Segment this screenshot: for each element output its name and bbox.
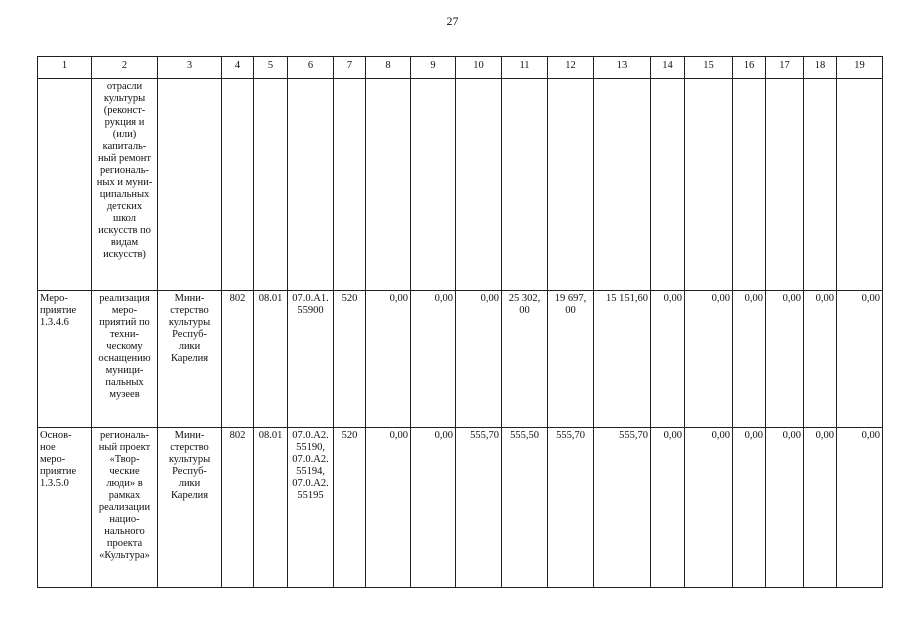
column-header-16: 16 <box>733 57 766 79</box>
cell-section-code: 08.01 <box>254 428 288 588</box>
cell-value-9 <box>411 79 456 291</box>
cell-value-18 <box>804 79 837 291</box>
column-header-19: 19 <box>837 57 883 79</box>
column-header-2: 2 <box>92 57 158 79</box>
cell-line: школ <box>112 213 136 224</box>
cell-value-13 <box>594 79 651 291</box>
cell-line: 1.3.4.6 <box>40 317 69 328</box>
cell-line: культуры <box>103 93 146 104</box>
cell-value-17 <box>766 79 804 291</box>
cell-value-14: 0,00 <box>651 291 685 428</box>
cell-value-12 <box>548 291 594 428</box>
cell-line: 00 <box>519 305 530 316</box>
cell-executor <box>158 79 222 291</box>
cell-line: оснащению <box>98 353 151 364</box>
column-header-6: 6 <box>288 57 334 79</box>
cell-line: капиталь- <box>102 141 147 152</box>
cell-line: меро- <box>111 305 138 316</box>
cell-line: стерство <box>170 442 209 453</box>
cell-line: Мини- <box>174 430 205 441</box>
cell-value-15: 0,00 <box>685 428 733 588</box>
budget-table <box>37 56 883 588</box>
cell-line: отрасли <box>106 81 143 92</box>
cell-activity-code <box>38 79 92 291</box>
cell-line: ное <box>40 442 56 453</box>
column-header-4: 4 <box>222 57 254 79</box>
cell-executor <box>158 291 222 428</box>
cell-value-16: 0,00 <box>733 428 766 588</box>
cell-line: 55195 <box>297 490 324 501</box>
column-header-13: 13 <box>594 57 651 79</box>
cell-value-18: 0,00 <box>804 291 837 428</box>
cell-line: 55194, <box>296 466 325 477</box>
cell-value-9: 0,00 <box>411 428 456 588</box>
cell-line: ных и муни- <box>96 177 153 188</box>
cell-ministry-code <box>222 79 254 291</box>
cell-line: реализации <box>98 502 151 513</box>
cell-line: (реконст- <box>103 105 146 116</box>
cell-value-12 <box>548 79 594 291</box>
column-header-8: 8 <box>366 57 411 79</box>
cell-line: ный ремонт <box>98 153 151 164</box>
cell-section-code <box>254 79 288 291</box>
cell-line: приятие <box>40 305 77 316</box>
column-header-7: 7 <box>334 57 366 79</box>
cell-line: ный проект <box>98 442 151 453</box>
cell-line: техни- <box>109 329 140 340</box>
table-row <box>38 79 883 291</box>
cell-section-code: 08.01 <box>254 291 288 428</box>
cell-line: Мини- <box>174 293 205 304</box>
cell-value-13: 15 151,60 <box>594 291 651 428</box>
cell-line: 19 697, <box>554 293 587 304</box>
cell-line: региональ- <box>100 165 149 176</box>
cell-line: люди» в <box>106 478 143 489</box>
cell-line: проекта <box>106 538 143 549</box>
cell-value-15 <box>685 79 733 291</box>
cell-line: «Твор- <box>109 454 140 465</box>
header-row <box>38 57 883 79</box>
cell-activity-name <box>92 79 158 291</box>
cell-value-10: 0,00 <box>456 291 502 428</box>
cell-activity-name <box>92 291 158 428</box>
cell-value-17: 0,00 <box>766 428 804 588</box>
cell-line: Основ- <box>40 430 72 441</box>
cell-value-12: 555,70 <box>548 428 594 588</box>
cell-line: видам <box>110 237 139 248</box>
cell-line: (или) <box>112 129 137 140</box>
cell-value-11 <box>502 79 548 291</box>
cell-value-9: 0,00 <box>411 291 456 428</box>
cell-executor <box>158 428 222 588</box>
cell-value-14 <box>651 79 685 291</box>
cell-target-code <box>288 79 334 291</box>
cell-line: культуры <box>168 317 211 328</box>
cell-activity-name <box>92 428 158 588</box>
cell-line: детских <box>106 201 143 212</box>
cell-activity-code <box>38 291 92 428</box>
cell-value-10: 555,70 <box>456 428 502 588</box>
cell-line: культуры <box>168 454 211 465</box>
column-header-11: 11 <box>502 57 548 79</box>
page-number: 27 <box>446 14 459 28</box>
cell-line: «Культура» <box>99 550 150 561</box>
cell-value-11: 555,50 <box>502 428 548 588</box>
cell-value-15: 0,00 <box>685 291 733 428</box>
cell-line: ческому <box>106 341 143 352</box>
cell-value-14: 0,00 <box>651 428 685 588</box>
cell-line: приятие <box>40 466 77 477</box>
column-header-14: 14 <box>651 57 685 79</box>
cell-line: нального <box>104 526 145 537</box>
cell-line: 07.0.A2. <box>292 478 329 489</box>
cell-value-8 <box>366 79 411 291</box>
cell-line: стерство <box>170 305 209 316</box>
cell-value-13: 555,70 <box>594 428 651 588</box>
cell-value-19: 0,00 <box>837 428 883 588</box>
cell-line: искусств) <box>103 249 146 260</box>
cell-line: Респуб- <box>172 466 207 477</box>
cell-line: 07.0.A2. <box>292 430 329 441</box>
cell-value-8: 0,00 <box>366 291 411 428</box>
cell-line: нацио- <box>109 514 140 525</box>
cell-line: реализация <box>99 293 150 304</box>
cell-line: 00 <box>565 305 576 316</box>
cell-line: ческие <box>109 466 140 477</box>
cell-value-10 <box>456 79 502 291</box>
column-header-10: 10 <box>456 57 502 79</box>
cell-line: 25 302, <box>508 293 541 304</box>
cell-value-11 <box>502 291 548 428</box>
cell-line: 1.3.5.0 <box>40 478 69 489</box>
column-header-1: 1 <box>38 57 92 79</box>
cell-value-16: 0,00 <box>733 291 766 428</box>
cell-line: региональ- <box>100 430 149 441</box>
column-header-18: 18 <box>804 57 837 79</box>
cell-line: Карелия <box>170 353 209 364</box>
table-row <box>38 291 883 428</box>
cell-line: рукция и <box>104 117 145 128</box>
cell-line: меро- <box>40 454 66 465</box>
cell-line: 07.0.A1. <box>292 293 329 304</box>
cell-line: ципальных <box>99 189 150 200</box>
cell-ministry-code: 802 <box>222 428 254 588</box>
column-header-5: 5 <box>254 57 288 79</box>
cell-line: Меро- <box>40 293 68 304</box>
cell-line: 07.0.A2. <box>292 454 329 465</box>
cell-line: лики <box>178 341 201 352</box>
cell-line: пальных <box>105 377 144 388</box>
cell-value-18: 0,00 <box>804 428 837 588</box>
cell-line: лики <box>178 478 201 489</box>
cell-target-code <box>288 428 334 588</box>
cell-ministry-code: 802 <box>222 291 254 428</box>
cell-expense-type: 520 <box>334 291 366 428</box>
cell-target-code <box>288 291 334 428</box>
cell-line: искусств по <box>98 225 151 236</box>
cell-line: 55190, <box>296 442 325 453</box>
column-header-9: 9 <box>411 57 456 79</box>
cell-value-16 <box>733 79 766 291</box>
cell-expense-type <box>334 79 366 291</box>
cell-expense-type: 520 <box>334 428 366 588</box>
cell-value-19: 0,00 <box>837 291 883 428</box>
cell-line: Карелия <box>170 490 209 501</box>
column-header-17: 17 <box>766 57 804 79</box>
cell-line: муници- <box>105 365 144 376</box>
cell-line: Респуб- <box>172 329 207 340</box>
cell-value-19 <box>837 79 883 291</box>
cell-line: 55900 <box>297 305 324 316</box>
column-header-15: 15 <box>685 57 733 79</box>
column-header-12: 12 <box>548 57 594 79</box>
cell-line: приятий по <box>99 317 150 328</box>
cell-line: музеев <box>109 389 140 400</box>
table-row <box>38 428 883 588</box>
cell-value-17: 0,00 <box>766 291 804 428</box>
cell-activity-code <box>38 428 92 588</box>
column-header-3: 3 <box>158 57 222 79</box>
cell-line: рамках <box>108 490 141 501</box>
cell-value-8: 0,00 <box>366 428 411 588</box>
